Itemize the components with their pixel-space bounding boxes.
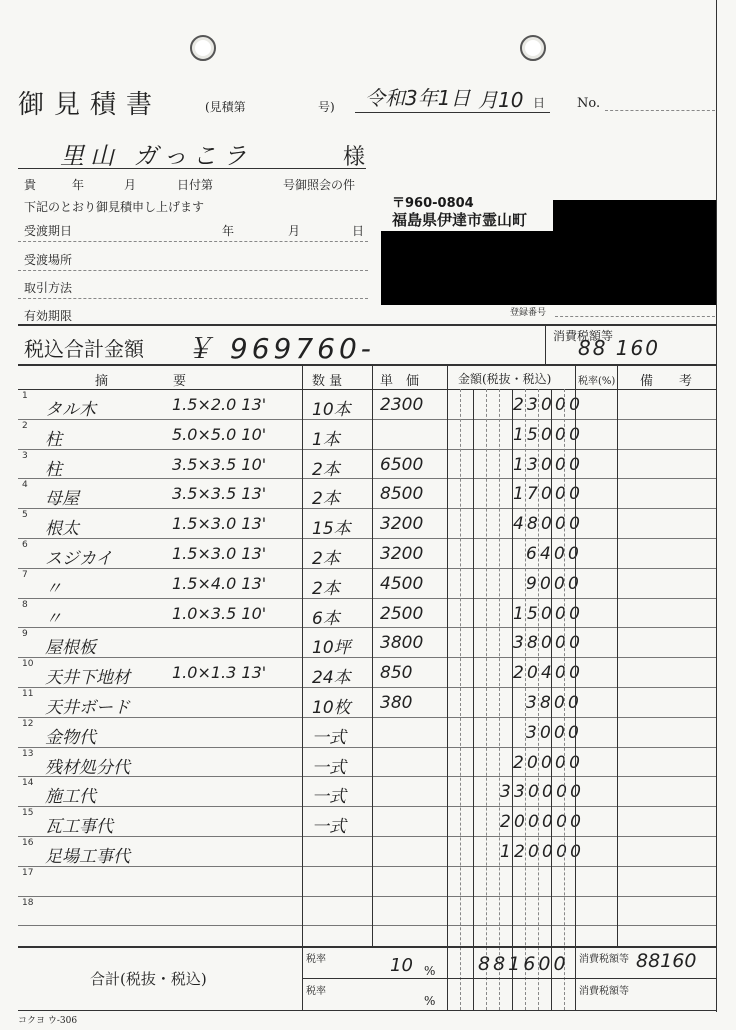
amount-digit-rule-6 (525, 389, 526, 1010)
row-qty: 6本 (312, 608, 340, 629)
row-number: 16 (22, 838, 34, 848)
footer-pct-1: % (424, 964, 436, 978)
total-amount: ￥ 969760- (185, 332, 375, 365)
field-rule-1 (18, 241, 368, 242)
row-number: 8 (22, 599, 28, 610)
col-divider-remarks (617, 364, 618, 946)
row-item: 〃 (45, 578, 62, 599)
date-underline (355, 112, 550, 113)
row-item: 金物代 (45, 727, 96, 748)
row-rule (18, 717, 716, 718)
col-divider-rate (575, 364, 576, 1010)
row-amount: 23000 (513, 395, 584, 415)
row-spec: 1.0×1.3 13' (172, 663, 267, 683)
tax-box-value: 88 160 (578, 336, 660, 360)
footer-mid-rule (302, 978, 716, 979)
header-amount: 金額(税抜・税込) (458, 372, 552, 386)
date-month-day: 月10 (478, 88, 524, 112)
row-item: スジカイ (45, 549, 113, 569)
row-rule (18, 419, 716, 420)
field-delivery-place: 受渡場所 (24, 253, 73, 267)
header-item: 摘 要 (95, 374, 187, 389)
row-rule (18, 598, 716, 599)
row-amount: 13000 (513, 454, 584, 475)
row-number: 2 (22, 420, 28, 431)
row-number: 4 (22, 480, 28, 491)
row-rule (18, 508, 716, 509)
row-rule (18, 836, 716, 837)
binding-hole-left (190, 35, 216, 61)
row-rule (18, 568, 716, 569)
col-divider-unit (372, 364, 373, 946)
row-unit-price: 2300 (380, 395, 424, 415)
customer-underline (18, 168, 366, 169)
customer-name: 里山 ガっこラ (60, 142, 253, 170)
row-amount: 48000 (513, 514, 584, 535)
row-unit-price: 850 (380, 663, 413, 684)
row-rule (18, 478, 716, 479)
tax-box-label: 消費税額等 (553, 329, 614, 343)
footer-pct-2: % (424, 994, 436, 1008)
row-item: 〃 (45, 608, 62, 629)
row-qty: 2本 (312, 578, 340, 599)
amount-digit-rule-7 (538, 389, 539, 1010)
registration-number-label: 登録番号 (510, 308, 547, 318)
footer-rate-label-2: 税率 (306, 986, 326, 997)
row-qty: 24本 (312, 668, 351, 689)
header-bottom-rule (18, 389, 716, 390)
field-delivery-date-day: 日 (352, 224, 365, 238)
col-divider-amount (447, 364, 448, 1010)
row-number: 15 (22, 808, 34, 819)
row-rule (18, 866, 716, 867)
redaction-block (381, 231, 717, 305)
footer-sum-label: 合計(税抜・税込) (90, 970, 207, 988)
row-qty: 一式 (312, 727, 346, 748)
row-qty: 2本 (312, 489, 340, 510)
ref-year: 年 (72, 178, 85, 192)
row-qty: 10本 (312, 400, 351, 420)
row-rule (18, 538, 716, 539)
row-spec: 3.5×3.5 13' (172, 484, 267, 504)
row-item: 残材処分代 (45, 757, 130, 778)
row-amount: 3000 (526, 722, 583, 743)
date-year-month: 令和3年1日 (365, 86, 471, 110)
row-item: タル木 (45, 400, 96, 420)
row-unit-price: 3200 (380, 544, 424, 564)
row-rule (18, 657, 716, 658)
row-number: 10 (22, 659, 34, 670)
field-rule-3 (18, 298, 368, 299)
row-qty: 10枚 (312, 698, 351, 718)
ref-month: 月 (124, 178, 137, 192)
row-number: 13 (22, 748, 34, 759)
number-underline (605, 110, 715, 111)
footer-tax-label-2: 消費税額等 (579, 986, 629, 997)
intro-text: 下記のとおり御見積申し上げます (24, 200, 205, 214)
row-rule (18, 925, 716, 926)
amount-digit-rule-1 (460, 389, 461, 1010)
row-unit-price: 3200 (380, 514, 424, 535)
field-payment-method: 取引方法 (24, 281, 73, 295)
row-amount: 330000 (500, 782, 585, 803)
sender-address: 福島県伊達市霊山町 (392, 211, 528, 229)
date-day-label: 日 (533, 96, 546, 110)
row-spec: 1.5×2.0 13' (172, 395, 267, 414)
amount-digit-rule-8 (551, 389, 552, 1010)
row-item: 柱 (45, 459, 62, 480)
amount-digit-rule-3 (486, 389, 487, 1010)
footer-top-rule (18, 946, 716, 948)
row-qty: 一式 (312, 787, 346, 808)
row-spec: 1.0×3.5 10' (172, 603, 267, 623)
field-validity: 有効期限 (24, 309, 73, 323)
row-amount: 17000 (513, 484, 584, 505)
row-item: 天井ボード (45, 698, 130, 718)
row-number: 17 (22, 867, 34, 878)
field-delivery-date-year: 年 (222, 224, 235, 238)
ref-day-no: 日付第 (177, 178, 214, 192)
tax-box-divider (545, 324, 546, 364)
estimate-no-suffix: 号) (318, 100, 335, 114)
row-item: 柱 (45, 429, 62, 450)
row-unit-price: 2500 (380, 603, 424, 624)
field-delivery-date-month: 月 (288, 224, 301, 238)
row-item: 足場工事代 (45, 847, 130, 867)
row-rule (18, 776, 716, 777)
row-item: 根太 (45, 519, 79, 540)
row-rule (18, 747, 716, 748)
registration-underline (555, 316, 715, 317)
row-number: 3 (22, 450, 28, 461)
field-delivery-date: 受渡期日 (24, 224, 73, 238)
table-top-rule (18, 364, 716, 366)
row-amount: 9000 (526, 573, 583, 594)
row-amount: 200000 (500, 812, 585, 833)
row-number: 9 (22, 629, 28, 640)
row-rule (18, 896, 716, 897)
row-spec: 1.5×3.0 13' (172, 514, 267, 534)
footer-rate-label-1: 税率 (306, 954, 326, 965)
redaction-address (553, 200, 717, 232)
row-number: 6 (22, 540, 28, 550)
row-spec: 5.0×5.0 10' (172, 424, 267, 444)
sender-postal: 〒960-0804 (392, 196, 474, 211)
field-rule-2 (18, 270, 368, 271)
total-label: 税込合計金額 (24, 337, 144, 361)
row-rule (18, 449, 716, 450)
row-qty: 2本 (312, 549, 340, 569)
row-spec: 1.5×4.0 13' (172, 573, 267, 593)
row-unit-price: 380 (380, 693, 413, 713)
total-top-rule (18, 324, 716, 326)
row-amount: 6400 (526, 544, 583, 564)
estimate-no-label: (見積第 (205, 100, 246, 114)
row-unit-price: 6500 (380, 454, 424, 475)
header-tax-rate: 税率(%) (578, 376, 616, 387)
row-number: 18 (22, 897, 34, 908)
row-rule (18, 687, 716, 688)
row-unit-price: 8500 (380, 484, 424, 505)
row-item: 屋根板 (45, 638, 96, 659)
col-divider-qty (302, 364, 303, 946)
footer-rate-value-1: 10 (390, 955, 413, 976)
row-number: 1 (22, 391, 28, 401)
row-amount: 120000 (500, 842, 585, 862)
row-item: 瓦工事代 (45, 817, 113, 838)
page-title: 御見積書 (18, 90, 163, 120)
row-qty: 一式 (312, 817, 346, 838)
ref-inquiry: 号御照会の件 (283, 178, 356, 192)
row-qty: 1本 (312, 429, 340, 450)
footer-sum-amount: 881600 (478, 953, 569, 975)
footer-bottom-rule (18, 1010, 716, 1011)
row-amount: 3800 (526, 693, 583, 713)
row-spec: 1.5×3.0 13' (172, 544, 267, 563)
row-number: 14 (22, 778, 34, 789)
row-item: 施工代 (45, 787, 96, 808)
row-amount: 20400 (513, 663, 584, 684)
row-qty: 一式 (312, 757, 346, 778)
amount-digit-rule-9 (564, 389, 565, 1010)
row-amount: 15000 (513, 424, 584, 445)
header-unit-price: 単 価 (380, 374, 420, 389)
row-item: 天井下地材 (45, 668, 130, 689)
amount-digit-rule-2 (473, 389, 474, 1010)
row-unit-price: 3800 (380, 633, 424, 654)
footer-tax-label-1: 消費税額等 (579, 954, 629, 965)
footer-tax-value-1: 88160 (636, 950, 697, 972)
row-item: 母屋 (45, 489, 79, 510)
row-spec: 3.5×3.5 10' (172, 454, 267, 474)
row-rule (18, 627, 716, 628)
table-right-border (716, 0, 717, 1012)
ref-ki: 貴 (24, 178, 37, 192)
header-qty: 数 量 (312, 374, 343, 389)
amount-digit-rule-5 (512, 389, 513, 1010)
footer-divider-label (302, 946, 303, 1010)
row-qty: 2本 (312, 459, 340, 480)
row-unit-price: 4500 (380, 573, 424, 594)
row-qty: 15本 (312, 519, 351, 540)
row-amount: 15000 (513, 603, 584, 624)
row-amount: 38000 (513, 633, 584, 654)
row-number: 12 (22, 718, 34, 729)
header-remarks: 備 考 (640, 374, 693, 389)
row-rule (18, 806, 716, 807)
form-code: コクヨ ウ-306 (18, 1016, 78, 1026)
number-label: No. (577, 96, 601, 111)
row-number: 5 (22, 510, 28, 521)
row-amount: 20000 (513, 752, 584, 773)
binding-hole-right (520, 35, 546, 61)
row-number: 11 (22, 689, 34, 699)
sama-label: 様 (343, 145, 366, 170)
row-qty: 10坪 (312, 638, 351, 659)
row-number: 7 (22, 569, 28, 580)
amount-digit-rule-4 (499, 389, 500, 1010)
